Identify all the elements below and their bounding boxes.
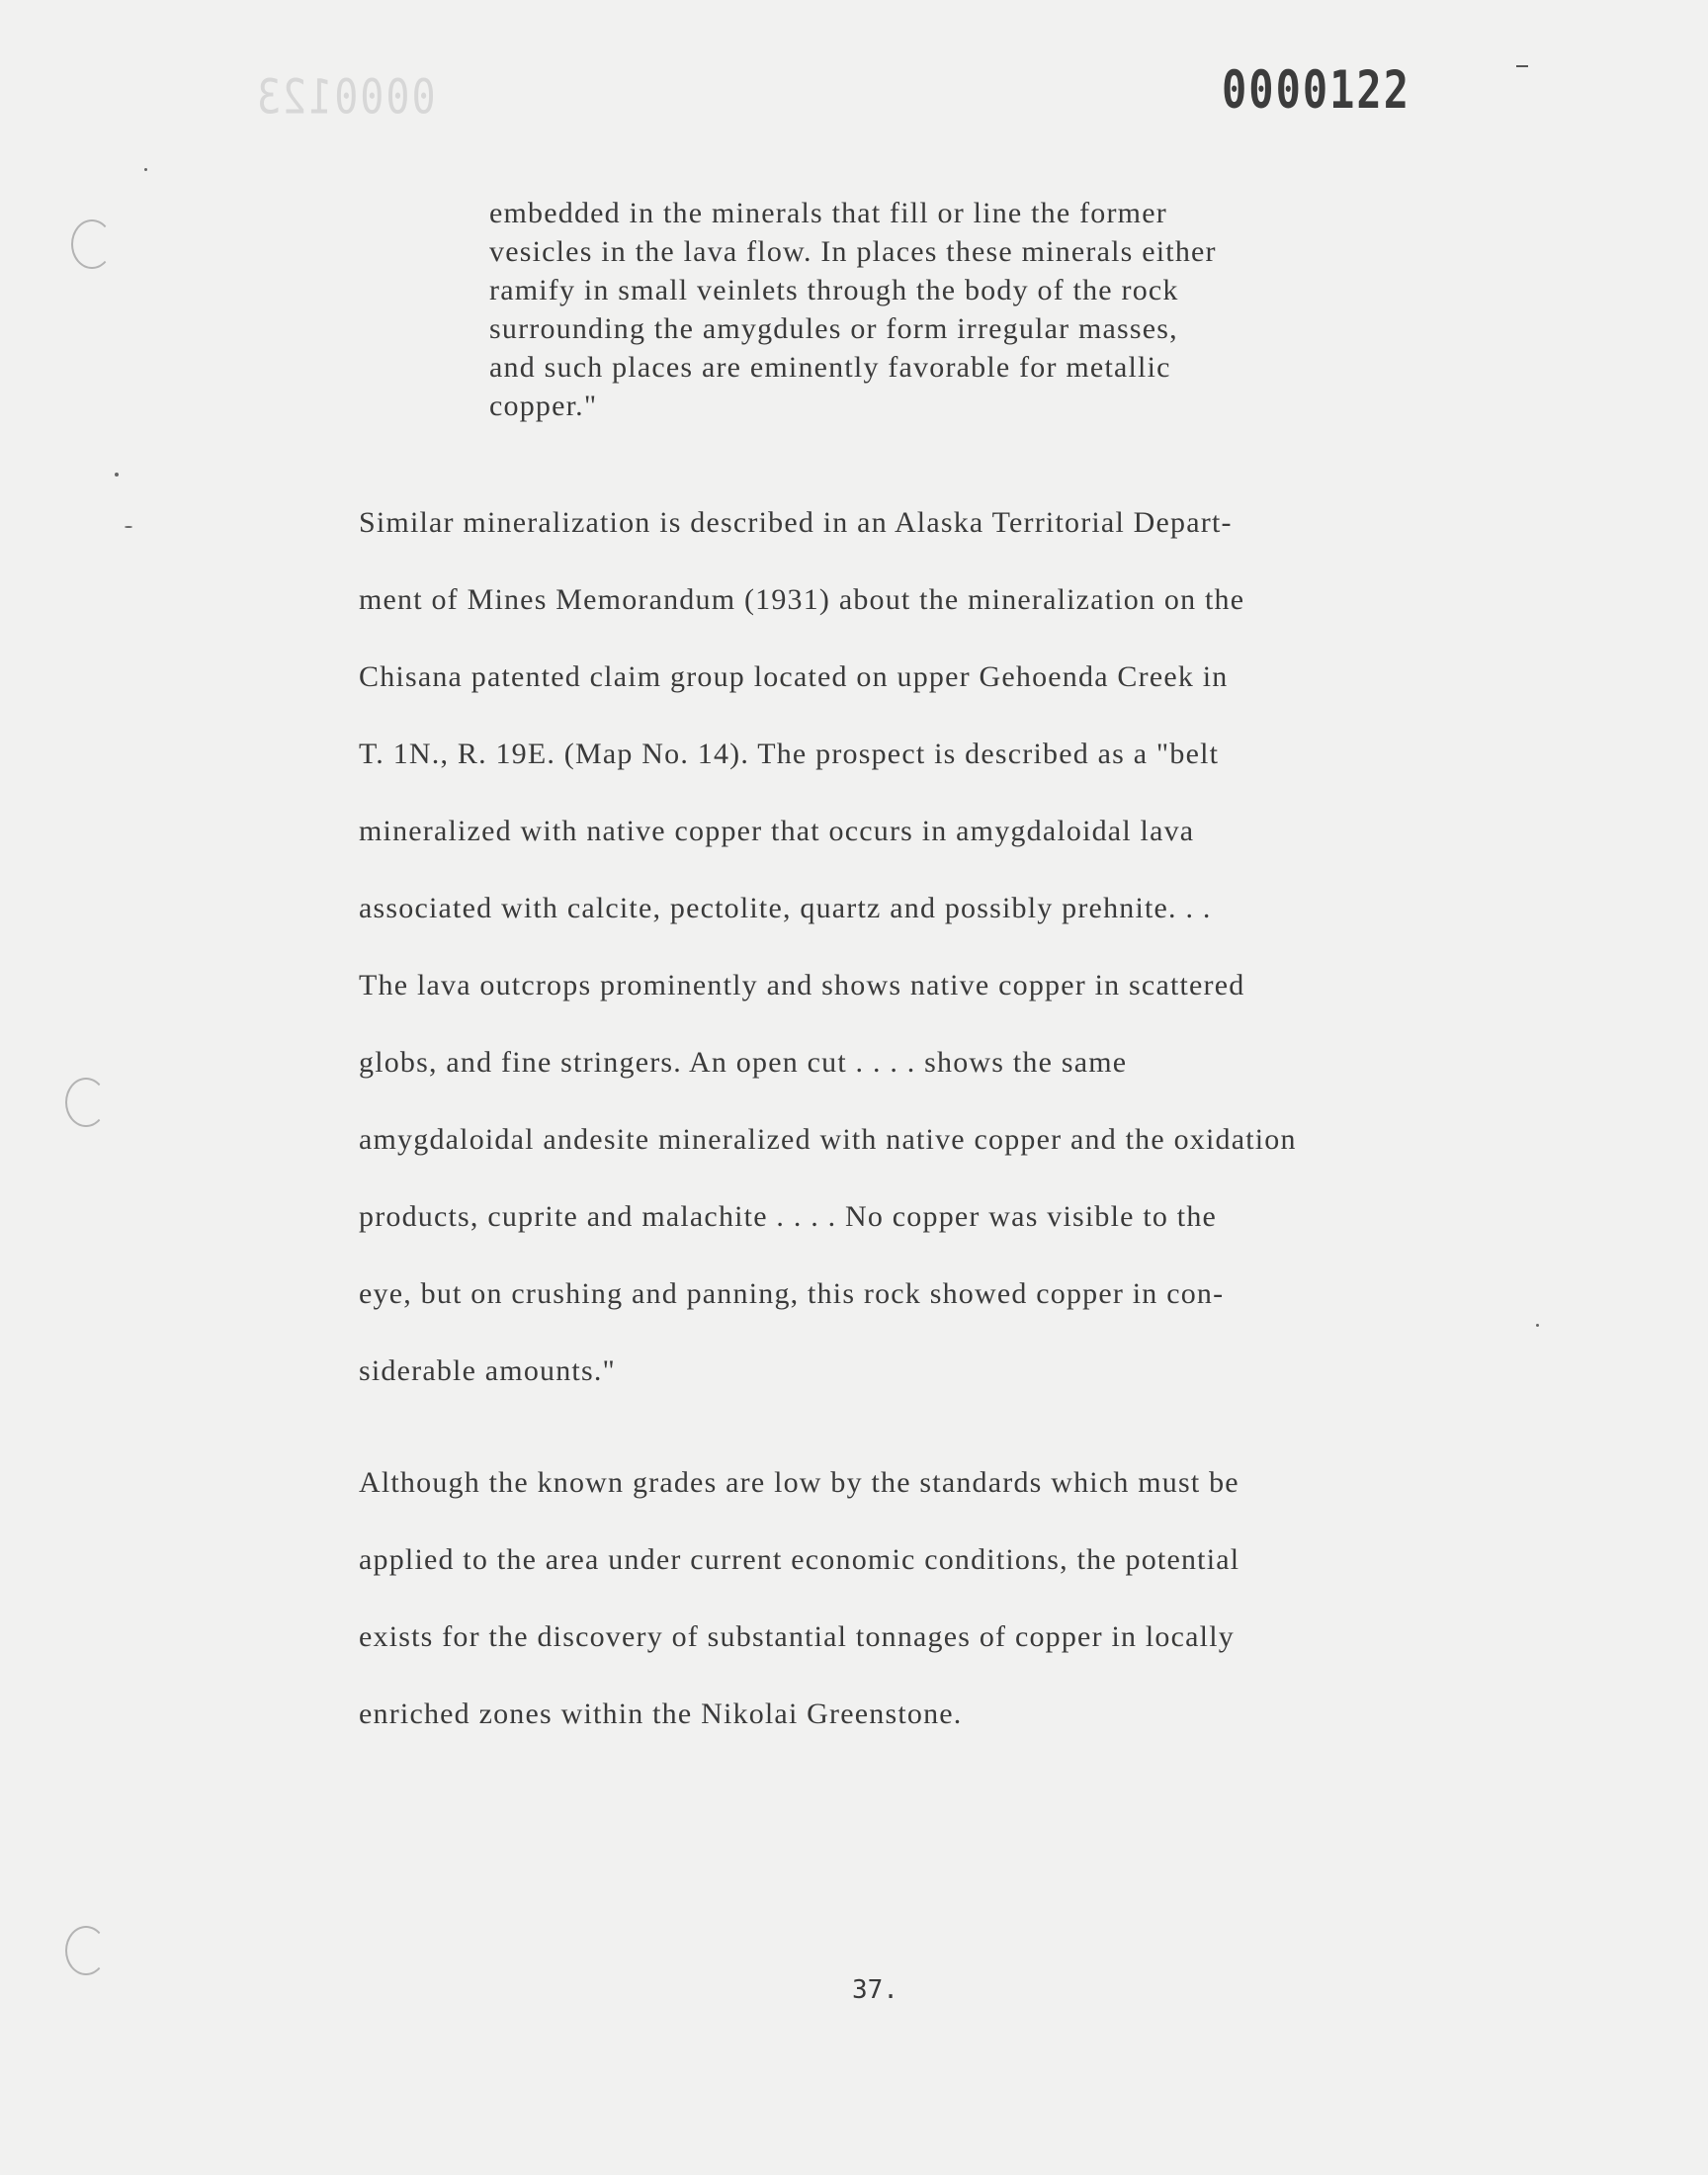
punch-hole-mark [65,1078,107,1127]
body-paragraph-mineralization: Similar mineralization is described in an Alaska Territorial Depart- ment of Mines Memorandum (1931) about the mineralization on the Chisana patented claim group located on upper Gehoenda Creek in T. 1N., R. 19E. (Map No. 14). The prospect is described as a "belt mineralized with native copper that occurs in amygdaloidal lava associated with calcite, pectolite, quartz and possibly prehnite. . . The lava outcrops prominently and shows native copper in scattered globs, and fine stringers. An open cut . . . . shows the same amygdaloidal andesite mineralized with native copper and the oxidation products, cuprite and malachite . . . . No copper was visible to the eye, but on crushing and panning, this rock showed copper in con- siderable amounts." [359,506,1297,1387]
punch-hole-mark [71,219,113,269]
scan-speck [144,168,147,171]
punch-hole-mark [65,1926,107,1975]
body-paragraph-potential: Although the known grades are low by the standards which must be applied to the area under current economic conditions, the potential exists for the discovery of substantial tonnages of copper in locally enriched zones within the Nikolai Greenstone. [359,1466,1240,1730]
scan-speck [115,473,119,477]
quoted-passage: embedded in the minerals that fill or line the former vesicles in the lava flow. In places these minerals either ramify in small veinlets through the body of the rock surrounding the amygdules or form irregular masses, and such places are eminently favorable for metallic copper." [489,197,1217,422]
document-number: 0000122 [1222,59,1411,121]
margin-tick-mark [1516,65,1528,67]
scan-speck [125,526,132,528]
page-number: 37. [852,1975,898,2005]
ghost-doc-number: 0000123 [255,70,436,126]
